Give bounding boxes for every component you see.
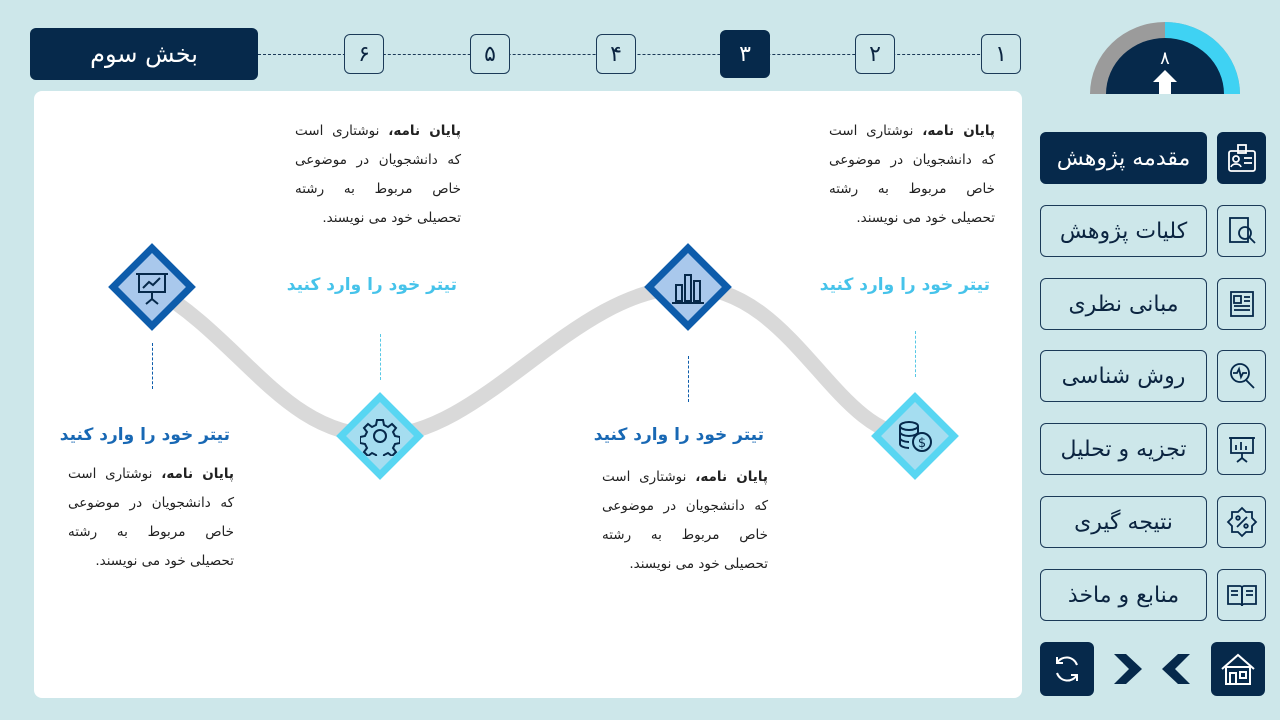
menu-item-methodology[interactable]: روش شناسی (1040, 350, 1207, 402)
node-3-title: تیتر خود را وارد کنید (286, 275, 457, 295)
chevron-right-icon (1112, 654, 1144, 684)
step-6[interactable]: ۶ (344, 34, 384, 74)
node-1-text-body: نوشتاری است که دانشجویان در موضوعی خاص مربوط به رشته تحصیلی خود می نویسند. (829, 123, 995, 226)
node-2-title: تیتر خود را وارد کنید (593, 425, 764, 445)
node-4-title: تیتر خود را وارد کنید (59, 425, 230, 445)
newspaper-icon[interactable] (1217, 278, 1266, 330)
svg-text:$: $ (917, 436, 927, 451)
step-5[interactable]: ۵ (470, 34, 510, 74)
gear-icon (358, 414, 402, 458)
menu-item-conclusion[interactable]: نتیجه گیری (1040, 496, 1207, 548)
home-button[interactable] (1211, 642, 1265, 696)
progress-gauge (1090, 22, 1240, 94)
node-3-connector (380, 334, 381, 380)
node-1-title: تیتر خود را وارد کنید (819, 275, 990, 295)
bar-chart-icon (666, 265, 710, 309)
node-1-text-bold: پایان نامه، (922, 123, 996, 139)
open-book-icon[interactable] (1217, 569, 1266, 621)
node-1-connector (915, 331, 916, 377)
menu-item-references[interactable]: منابع و ماخذ (1040, 569, 1207, 621)
menu-item-analysis[interactable]: تجزیه و تحلیل (1040, 423, 1207, 475)
coins-dollar-icon (893, 414, 937, 458)
chevron-right-button[interactable] (1112, 654, 1144, 688)
node-4-text-bold: پایان نامه، (161, 466, 235, 482)
step-3-active[interactable]: ۳ (720, 30, 770, 78)
node-2-connector (688, 356, 689, 402)
node-2-text-body: نوشتاری است که دانشجویان در موضوعی خاص مربوط به رشته تحصیلی خود می نویسند. (602, 469, 768, 572)
section-title: بخش سوم (30, 28, 258, 80)
node-3-text-bold: پایان نامه، (388, 123, 462, 139)
step-1[interactable]: ۱ (981, 34, 1021, 74)
step-4[interactable]: ۴ (596, 34, 636, 74)
presentation-chart-icon[interactable] (1217, 423, 1266, 475)
content-panel (34, 91, 1022, 698)
id-card-icon[interactable] (1217, 132, 1266, 184)
step-2[interactable]: ۲ (855, 34, 895, 74)
percent-badge-icon[interactable] (1217, 496, 1266, 548)
node-3-text (295, 117, 461, 233)
node-4-connector (152, 343, 153, 389)
presentation-board-icon (130, 265, 174, 309)
node-2-text (602, 463, 768, 579)
refresh-icon (1049, 651, 1085, 687)
menu-item-overview[interactable]: کلیات پژوهش (1040, 205, 1207, 257)
node-2-text-bold: پایان نامه، (695, 469, 769, 485)
refresh-button[interactable] (1040, 642, 1094, 696)
home-icon (1219, 651, 1257, 687)
chevron-left-button[interactable] (1160, 654, 1192, 688)
node-4-text-body: نوشتاری است که دانشجویان در موضوعی خاص مربوط به رشته تحصیلی خود می نویسند. (68, 466, 234, 569)
chevron-left-icon (1160, 654, 1192, 684)
node-3-text-body: نوشتاری است که دانشجویان در موضوعی خاص مربوط به رشته تحصیلی خود می نویسند. (295, 123, 461, 226)
node-4-text (68, 460, 234, 576)
node-1-text (829, 117, 995, 233)
menu-item-introduction[interactable]: مقدمه پژوهش (1040, 132, 1207, 184)
magnifier-pulse-icon[interactable] (1217, 350, 1266, 402)
menu-item-theory[interactable]: مبانی نظری (1040, 278, 1207, 330)
document-search-icon[interactable] (1217, 205, 1266, 257)
gauge-value: ۸ (1160, 48, 1170, 69)
